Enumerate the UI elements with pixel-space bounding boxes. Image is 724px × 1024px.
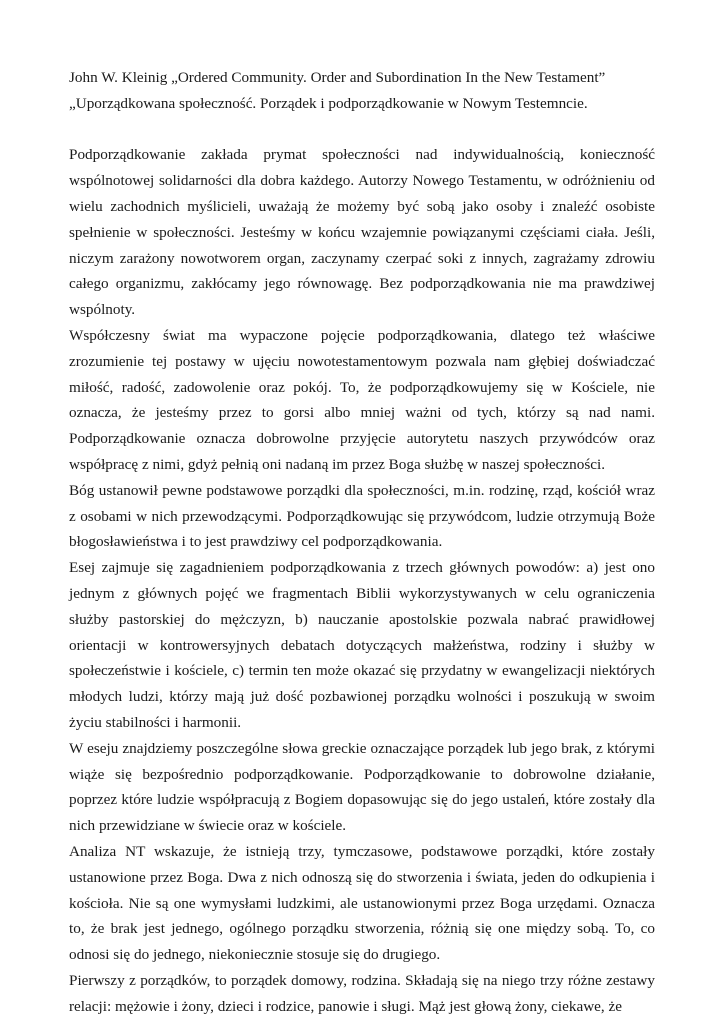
paragraph: Esej zajmuje się zagadnieniem podporządkowania z trzech głównych powodów: a) jest ono jednym z głównych pojęć we fragmentach Biblii wykorzystywanych w celu ograniczenia służby pastorskiej do mężczyzn, b) nauczanie apostolskie pozwala nabrać prawidłowej orientacji w kontrowersyjnych debatach dotyczących małżeństwa, rodziny i służby w społeczeństwie i kościele, c) termin ten może okazać się przydatny w ewangelizacji niektórych młodych ludzi, którzy mają już dość pozbawionej porządku wolności i poszukują w swoim życiu stabilności i harmonii.	[69, 559, 655, 731]
source-title-line: John W. Kleinig „Ordered Community. Order and Subordination In the New Testament”	[69, 69, 606, 86]
document-page	[69, 65, 655, 1019]
paragraph: Podporządkowanie zakłada prymat społeczności nad indywidualnością, konieczność wspólnotowej solidarności dla dobra każdego. Autorzy Nowego Testamentu, w odróżnieniu od wielu zachodnich myślicieli, uważają że możemy być sobą jako osoby i znaleźć osobiste spełnienie w społeczności. Jesteśmy w końcu wzajemnie powiązanymi częściami ciała. Jeśli, niczym zarażony nowotworem organ, zaczynamy czerpać soki z innych, zagrażamy zdrowiu całego organizmu, zakłócamy jego równowagę. Bez podporządkowania nie ma prawdziwej wspólnoty.	[69, 146, 655, 319]
paragraph: Pierwszy z porządków, to porządek domowy, rodzina. Składają się na niego trzy różne zestawy relacji: mężowie i żony, dzieci i rodzice, panowie i sługi. Mąż jest głową żony, ciekawe, że	[69, 971, 655, 1015]
paragraph: W eseju znajdziemy poszczególne słowa greckie oznaczające porządek lub jego brak, z którymi wiąże się bezpośrednio podporządkowanie. Podporządkowanie to dobrowolne działanie, poprzez które ludzie współpracują z Bogiem dopasowując się do jego ustaleń, które zostały dla nich przewidziane w świecie oraz w kościele.	[69, 739, 655, 835]
paragraph: Bóg ustanowił pewne podstawowe porządki dla społeczności, m.in. rodzinę, rząd, kościół wraz z osobami w nich przewodzącymi. Podporządkowując się przywódcom, ludzie otrzymują Boże błogosławieństwa i to jest prawdziwy cel podporządkowania.	[69, 481, 655, 551]
source-translation-line: „Uporządkowana społeczność. Porządek i podporządkowanie w Nowym Testemncie.	[69, 94, 588, 112]
paragraph: Analiza NT wskazuje, że istnieją trzy, tymczasowe, podstawowe porządki, które zostały ustanowione przez Boga. Dwa z nich odnoszą się do stworzenia i świata, jeden do odkupienia i kościoła. Nie są one wymysłami ludzkimi, ale ustanowionymi przez Boga urzędami. Oznacza to, że brak jest jednego, ogólnego porządku stworzenia, różnią się one między sobą. To, co odnosi się do jednego, niekoniecznie stosuje się do drugiego.	[69, 842, 655, 964]
paragraph: Współczesny świat ma wypaczone pojęcie podporządkowania, dlatego też właściwe zrozumienie tej postawy w ujęciu nowotestamentowym pozwala nam głębiej doświadczać miłość, radość, zadowolenie oraz pokój. To, że podporządkowujemy się w Kościele, nie oznacza, że jesteśmy przez to gorsi albo mniej ważni od tych, którzy są nad nami. Podporządkowanie oznacza dobrowolne przyjęcie autorytetu naszych przywódców oraz współpracę z nimi, gdyż pełnią oni nadaną im przez Boga służbę w naszej społeczności.	[69, 326, 655, 473]
blank-line	[69, 117, 655, 143]
